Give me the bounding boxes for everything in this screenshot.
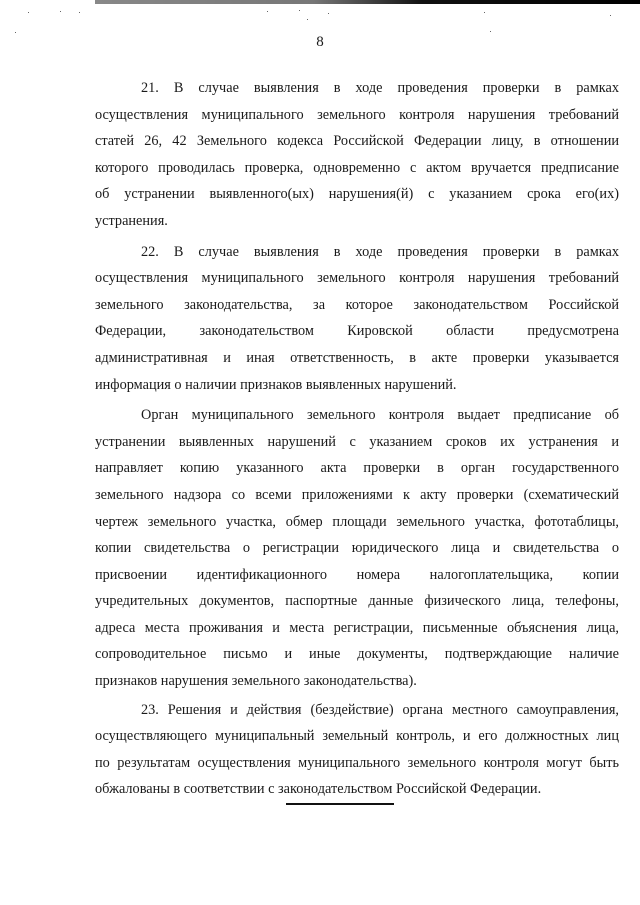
- scan-noise-dot: [610, 15, 611, 16]
- text-line: по результатам осуществления муниципального земельного контроля могут быть: [95, 754, 619, 771]
- paragraph-23: [95, 697, 619, 803]
- text-line: сопроводительное письмо и иные документы, подтверждающие наличие: [95, 646, 619, 663]
- text-line: осуществления муниципального земельного контроля нарушения требований: [95, 270, 619, 287]
- text-line: 21. В случае выявления в ходе проведения проверки в рамках: [141, 80, 619, 96]
- text-line: Федерации, законодательством Кировской области предусмотрена: [95, 323, 619, 340]
- text-line: адреса места проживания и места регистрации, письменные объяснения лица,: [95, 619, 619, 636]
- text-line: об устранении выявленного(ых) нарушения(й) с указанием срока его(их): [95, 186, 619, 203]
- paragraph-22-continuation: [95, 402, 619, 695]
- text-line: статей 26, 42 Земельного кодекса Российской Федерации лицу, в отношении: [95, 133, 619, 150]
- scan-noise-dot: [307, 19, 308, 20]
- scan-artifact-top-border: [95, 0, 640, 4]
- scan-noise-dot: [79, 12, 80, 13]
- scan-noise-dot: [267, 11, 268, 12]
- text-line: информация о наличии признаков выявленных нарушений.: [95, 376, 457, 393]
- paragraph-21: [95, 75, 619, 235]
- scan-noise-dot: [490, 31, 491, 32]
- paragraph-22: [95, 239, 619, 399]
- text-line: обжалованы в соответствии с законодательством Российской Федерации.: [95, 781, 542, 798]
- text-line: копии свидетельства о регистрации юридического лица и свидетельства о: [95, 540, 619, 557]
- page-number: 8: [316, 34, 324, 50]
- text-line: земельного надзора со всеми приложениями к акту проверки (схематический: [95, 486, 619, 503]
- text-line: которого проводилась проверка, одновременно с актом вручается предписание: [95, 159, 619, 176]
- scan-noise-dot: [328, 13, 329, 14]
- text-line: административная и иная ответственность, в акте проверки указывается: [95, 349, 619, 366]
- scan-noise-dot: [28, 12, 29, 13]
- scan-noise-dot: [299, 10, 300, 11]
- text-line: земельного законодательства, за которое законодательством Российской: [95, 296, 619, 313]
- end-of-document-separator: [286, 803, 394, 805]
- text-line: осуществляющего муниципальный земельный контроль, и его должностных лиц: [95, 728, 619, 745]
- text-line: учредительных документов, паспортные данные физического лица, телефоны,: [95, 593, 619, 610]
- text-line: направляет копию указанного акта проверки в орган государственного: [95, 460, 619, 477]
- text-line: 23. Решения и действия (бездействие) органа местного самоуправления,: [141, 701, 619, 718]
- text-line: устранении выявленных нарушений с указанием сроков их устранения и: [95, 433, 619, 450]
- document-body: [95, 75, 619, 803]
- text-line: признаков нарушения земельного законодательства).: [95, 673, 417, 690]
- text-line: 22. В случае выявления в ходе проведения проверки в рамках: [141, 243, 619, 260]
- text-line: чертеж земельного участка, обмер площади земельного участка, фототаблицы,: [95, 513, 619, 530]
- text-line: устранения.: [95, 212, 168, 229]
- scan-noise-dot: [60, 11, 61, 12]
- text-line: Орган муниципального земельного контроля выдает предписание об: [141, 407, 619, 424]
- text-line: присвоении идентификационного номера налогоплательщика, копии: [95, 566, 619, 583]
- scan-noise-dot: [484, 12, 485, 13]
- text-line: осуществления муниципального земельного контроля нарушения требований: [95, 106, 619, 123]
